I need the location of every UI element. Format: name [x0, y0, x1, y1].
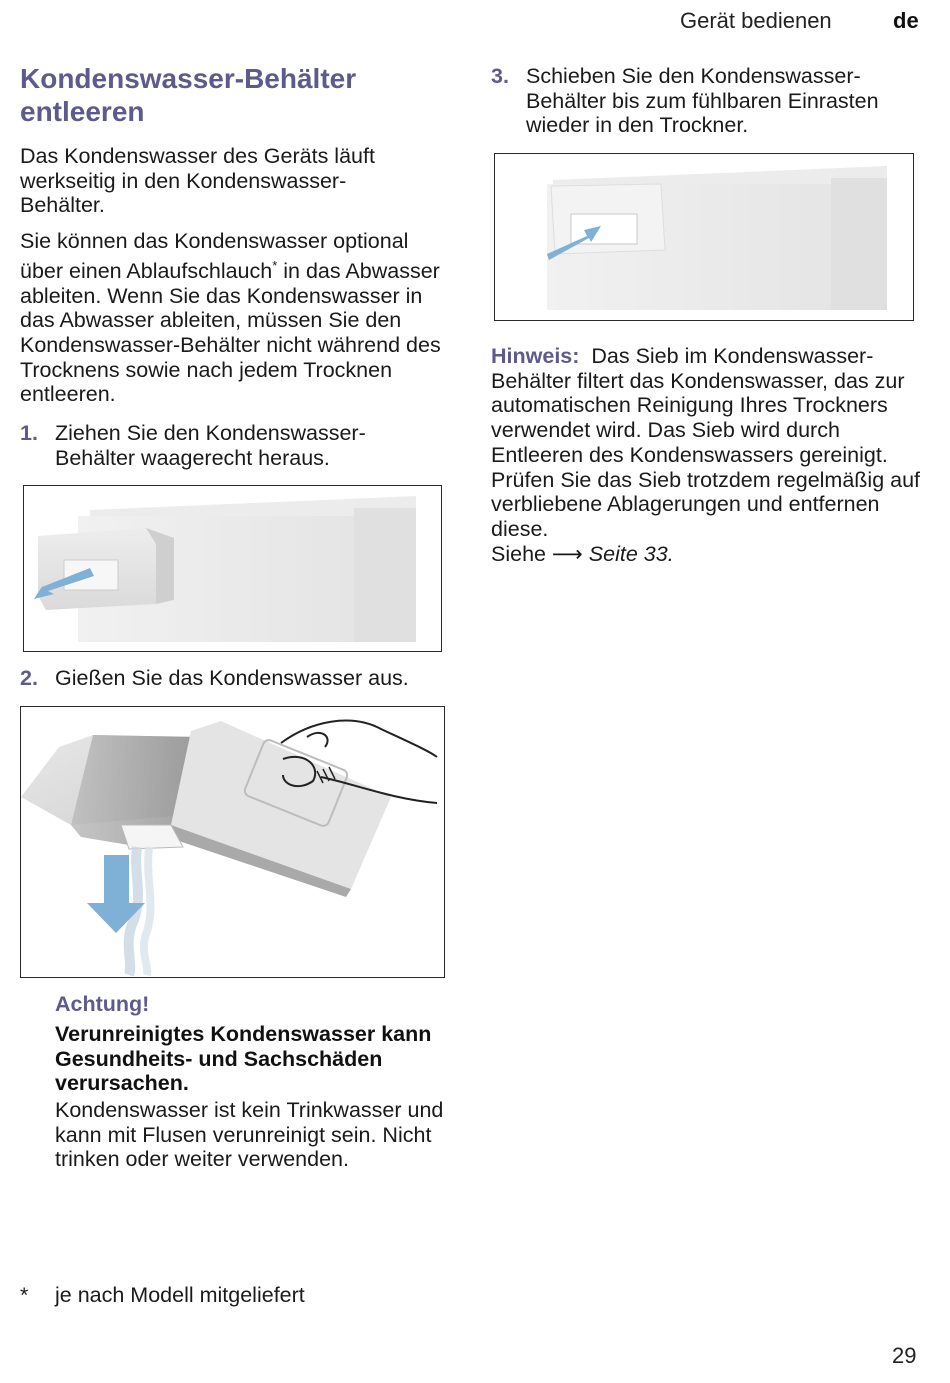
- figure-pour-out-container: [20, 706, 445, 978]
- intro-text-after: in das Abwasser ableiten. Wenn Sie das Kondenswasser in das Abwasser ableiten, müssen Sie den Kondenswasser-Behälter nicht während des Trocknens sowie nach jedem Trocknen entleeren.: [20, 258, 441, 407]
- step-1-number: 1.: [20, 421, 38, 445]
- page-reference-link[interactable]: Seite 33.: [588, 541, 674, 566]
- footnote-text: je nach Modell mitgeliefert: [55, 1283, 305, 1307]
- illustration-pull-out: [24, 486, 440, 650]
- step-3-number: 3.: [491, 64, 509, 88]
- warning-title: Achtung!: [55, 992, 150, 1016]
- hint-label: Hinweis:: [491, 344, 580, 368]
- step-3-text: Schieben Sie den Kondenswasser-Behälter bis zum fühlbaren Einrasten wieder in den Trockner.: [526, 64, 879, 138]
- intro-paragraph-2: [20, 229, 445, 407]
- page-title: Kondenswasser-Behälter entleeren: [20, 63, 357, 127]
- footnote-mark: *: [20, 1283, 29, 1307]
- intro-paragraph-1: Das Kondenswasser des Geräts läuft werkseitig in den Kondenswasser-Behälter.: [20, 144, 375, 218]
- step-2-number: 2.: [20, 666, 38, 690]
- intro-text-before: Sie können das Kondenswasser optional über einen Ablaufschlauch: [20, 229, 409, 283]
- header-language: de: [893, 8, 919, 33]
- illustration-push-in: [495, 154, 912, 319]
- illustration-pour-out: [21, 707, 443, 976]
- hint-paragraph: [491, 344, 923, 566]
- step-1-text: Ziehen Sie den Kondenswasser-Behälter waagerecht heraus.: [55, 421, 366, 470]
- warning-bold-text: Verunreinigtes Kondenswasser kann Gesundheits- und Sachschäden verursachen.: [55, 1022, 432, 1096]
- figure-pull-out-container: [23, 485, 442, 652]
- header-section: Gerät bedienen: [680, 8, 832, 33]
- step-2-text: Gießen Sie das Kondenswasser aus.: [55, 666, 409, 690]
- hint-see: Siehe: [491, 541, 546, 566]
- figure-push-in-container: [494, 153, 914, 321]
- warning-text: Kondenswasser ist kein Trinkwasser und kann mit Flusen verunreinigt sein. Nicht trinken oder weiter verwenden.: [55, 1098, 444, 1172]
- hint-text: Das Sieb im Kondenswasser-Behälter filtert das Kondenswasser, das zur automatischen Reinigung Ihres Trockners verwendet wird. Das Sieb wird durch Entleeren des Kondenswassers gereinigt. Prüfen Sie das Sieb trotzdem regelmäßig auf verbliebene Ablagerungen und entfernen diese.: [491, 344, 921, 541]
- arrow-right-icon: ⟶: [551, 541, 583, 566]
- footnote-star: *: [272, 257, 278, 273]
- page-number: 29: [892, 1343, 917, 1368]
